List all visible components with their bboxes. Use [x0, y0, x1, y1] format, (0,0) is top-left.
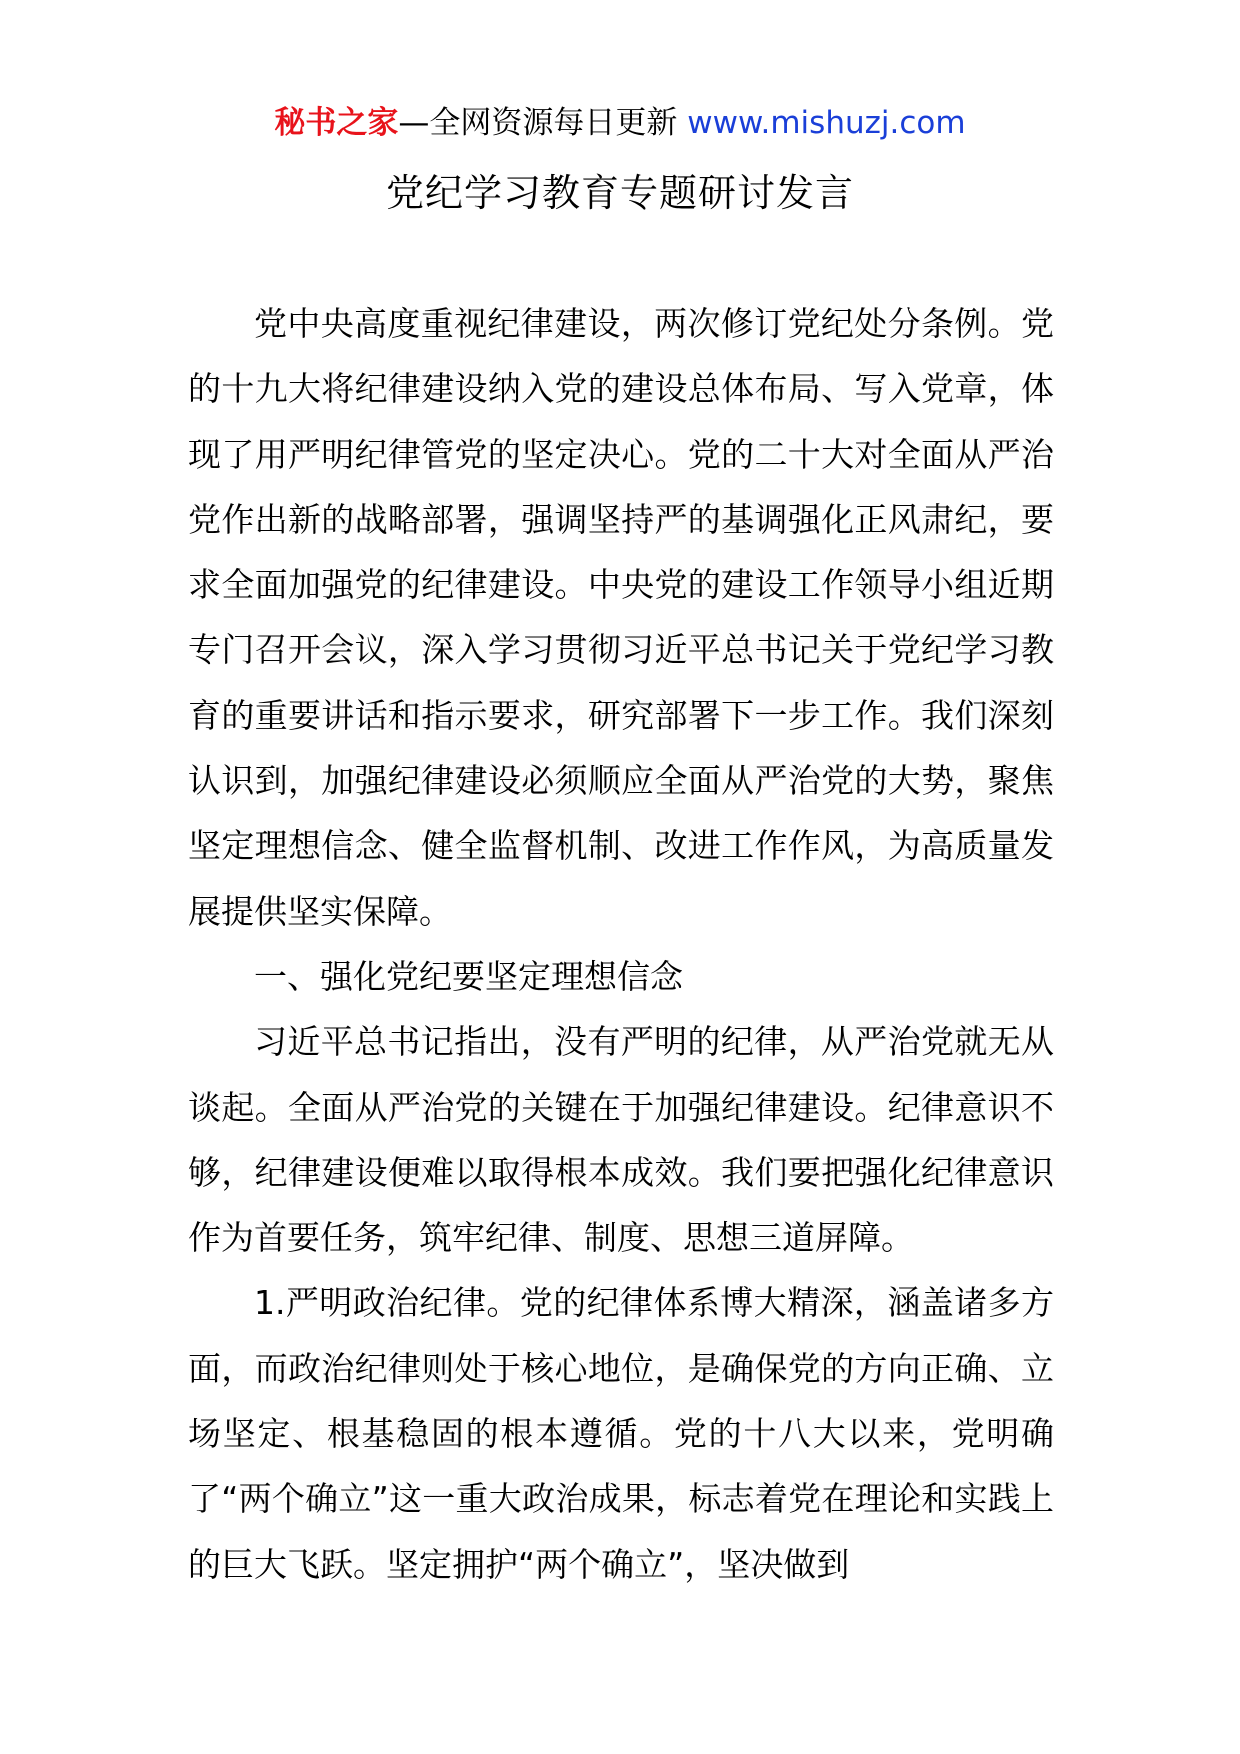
document-title: 党纪学习教育专题研讨发言 — [385, 171, 854, 215]
paragraph-item-1: 1.严明政治纪律。党的纪律体系博大精深，涵盖诸多方面，而政治纪律则处于核心地位，是确保党的方向正确、立场坚定、根基稳固的根本遵循。党的十八大以来，党明确了“两个确立”这一重大政治成果，标志着党在理论和实践上的巨大飞跃。坚定拥护“两个确立”，坚决做到 — [188, 1283, 1054, 1584]
brand-name: 秘书之家 — [274, 105, 399, 141]
site-url-link[interactable]: www.mishuzj.com — [687, 105, 966, 141]
section-heading: 一、强化党纪要坚定理想信念 — [254, 956, 683, 996]
header-tagline: —全网资源每日更新 — [398, 105, 688, 141]
site-header — [0, 100, 1240, 146]
paragraph-intro: 党中央高度重视纪律建设，两次修订党纪处分条例。党的十九大将纪律建设纳入党的建设总体布局、写入党章，体现了用严明纪律管党的坚定决心。党的二十大对全面从严治党作出新的战略部署，强调坚持严的基调强化正风肃纪，要求全面加强党的纪律建设。中央党的建设工作领导小组近期专门召开会议，深入学习贯彻习近平总书记关于党纪学习教育的重要讲话和指示要求，研究部署下一步工作。我们深刻认识到，加强纪律建设必须顺应全面从严治党的大势，聚焦坚定理想信念、健全监督机制、改进工作作风，为高质量发展提供坚实保障。 — [188, 304, 1054, 931]
document-body — [188, 291, 1054, 1597]
paragraph-section-1: 习近平总书记指出，没有严明的纪律，从严治党就无从谈起。全面从严治党的关键在于加强纪律建设。纪律意识不够，纪律建设便难以取得根本成效。我们要把强化纪律意识作为首要任务，筑牢纪律、制度、思想三道屏障。 — [188, 1022, 1054, 1258]
